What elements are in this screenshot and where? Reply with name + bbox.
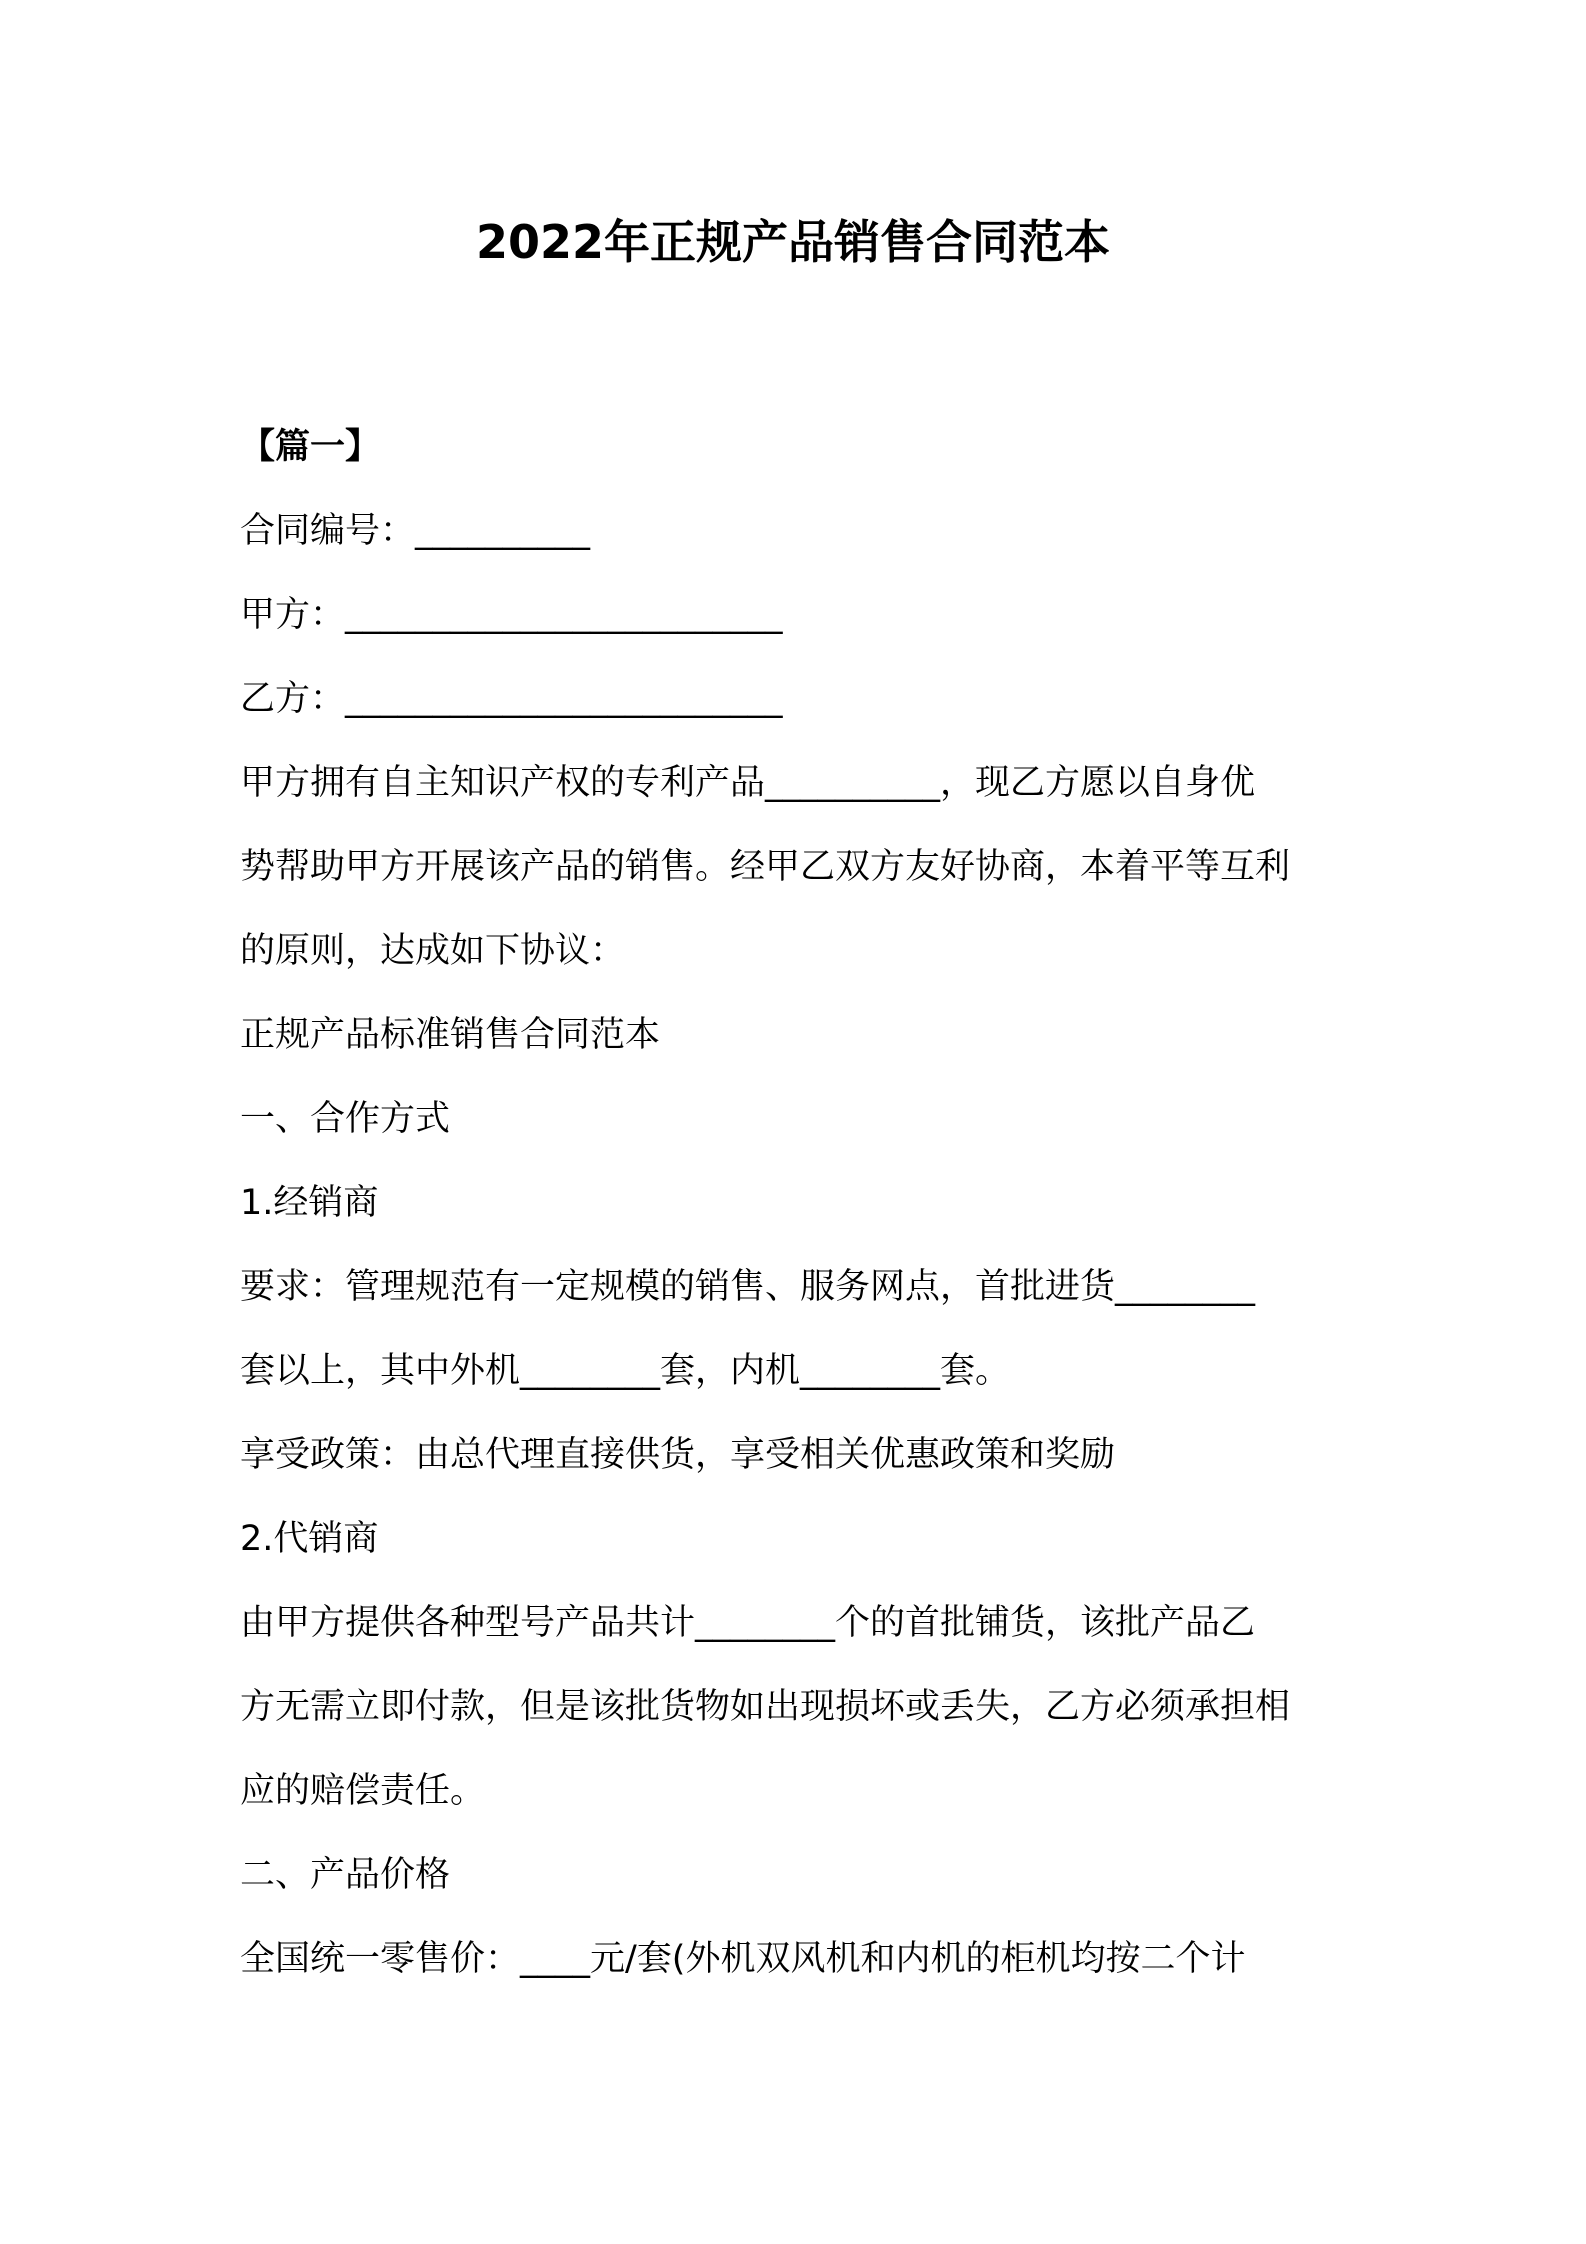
paragraph-line: 的原则，达成如下协议： [240, 931, 626, 971]
subsection-heading: 1.经销商 [240, 1183, 379, 1223]
subtitle-line: 正规产品标准销售合同范本 [240, 1015, 661, 1055]
paragraph-line: 应的赔偿责任。 [240, 1771, 486, 1811]
paragraph-line: 方无需立即付款，但是该批货物如出现损坏或丢失，乙方必须承担相 [240, 1687, 1291, 1727]
section-heading: 一、合作方式 [240, 1099, 451, 1139]
party-b-line: 乙方：_________________________ [240, 679, 783, 719]
contract-number-line: 合同编号：__________ [240, 511, 591, 551]
paragraph-line: 由甲方提供各种型号产品共计________个的首批铺货，该批产品乙 [240, 1603, 1256, 1643]
paragraph-line: 全国统一零售价：____元/套(外机双风机和内机的柜机均按二个计 [240, 1939, 1246, 1979]
document-title: 2022年正规产品销售合同范本 [475, 215, 1111, 269]
paragraph-line: 套以上，其中外机________套，内机________套。 [240, 1351, 1011, 1391]
subsection-heading: 2.代销商 [240, 1519, 379, 1559]
document-body [240, 405, 1360, 2001]
paragraph-line: 享受政策：由总代理直接供货，享受相关优惠政策和奖励 [240, 1435, 1116, 1475]
party-a-line: 甲方：_________________________ [240, 595, 783, 635]
paragraph-line: 甲方拥有自主知识产权的专利产品__________，现乙方愿以自身优 [240, 763, 1256, 803]
section-heading: 二、产品价格 [240, 1855, 451, 1895]
paragraph-line: 势帮助甲方开展该产品的销售。经甲乙双方友好协商，本着平等互利 [240, 847, 1291, 887]
paragraph-line: 要求：管理规范有一定规模的销售、服务网点，首批进货________ [240, 1267, 1256, 1307]
section-label: 【篇一】 [240, 427, 381, 467]
